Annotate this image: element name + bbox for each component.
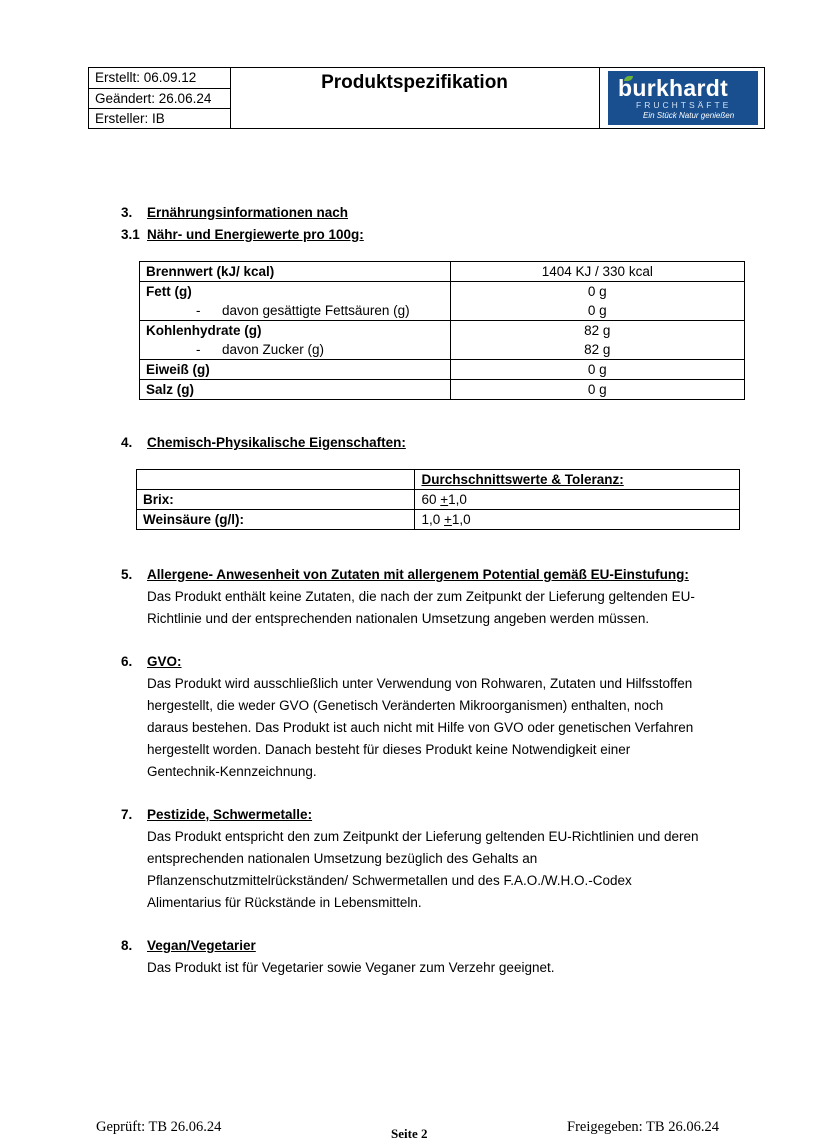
plus-minus-sign: + (444, 512, 452, 527)
logo-subtitle: FRUCHTSÄFTE (636, 100, 732, 110)
table-row (140, 282, 745, 302)
nutrient-label: davon Zucker (g) (222, 342, 325, 357)
section-number: 4. (121, 435, 133, 450)
dash-marker: - (196, 303, 201, 318)
nutrient-value: 0 g (450, 360, 744, 380)
footer-page-number: Seite 2 (391, 1126, 428, 1141)
creator: Ersteller: IB (89, 108, 230, 128)
nutrient-sublabel (140, 340, 451, 360)
section-title: Allergene- Anwesenheit von Zutaten mit allergenem Potential gemäß EU-Einstufung: (147, 567, 689, 582)
text-line: Alimentarius für Rückstände in Lebensmitteln. (147, 895, 422, 910)
nutrient-label: Brennwert (kJ/ kcal) (140, 262, 451, 282)
nutrient-value: 1404 KJ / 330 kcal (450, 262, 744, 282)
section-7-text (147, 826, 747, 914)
nutrient-value: 0 g (450, 301, 744, 321)
section-5-text (147, 586, 747, 630)
tolerance-value: 1,0 (448, 492, 467, 507)
table-row (140, 321, 745, 341)
section-title: Chemisch-Physikalische Eigenschaften: (147, 435, 406, 450)
text-line: Das Produkt wird ausschließlich unter Verwendung von Rohwaren, Zutaten und Hilfsstoffen (147, 676, 693, 691)
created-date: Erstellt: 06.09.12 (95, 70, 197, 85)
section-6-text (147, 673, 747, 783)
nutrient-sublabel (140, 301, 451, 321)
chemical-table (136, 469, 740, 530)
section-number: 3.1 (121, 227, 140, 242)
logo-wordmark: burkhardt (618, 75, 729, 101)
mean-value: 60 (421, 492, 437, 507)
burkhardt-logo (608, 71, 758, 125)
logo-tagline: Ein Stück Natur genießen (643, 111, 735, 120)
text-line: hergestellt worden. Danach besteht für dieses Produkt keine Notwendigkeit einer (147, 742, 631, 757)
text-line: Das Produkt enthält keine Zutaten, die nach der zum Zeitpunkt der Lieferung geltenden EU- (147, 589, 695, 604)
nutrient-label: Kohlenhydrate (g) (140, 321, 451, 341)
text-line: daraus bestehen. Das Produkt ist auch nicht mit Hilfe von GVO oder genetischen Verfahren (147, 720, 694, 735)
logo-cell (599, 68, 765, 128)
text-line: entsprechenden nationalen Umsetzung bezüglich des Gehalts an (147, 851, 538, 866)
table-row (140, 340, 745, 360)
table-row (140, 380, 745, 400)
changed-date: Geändert: 26.06.24 (89, 88, 230, 108)
nutrient-label: Salz (g) (140, 380, 451, 400)
section-title: Vegan/Vegetarier (147, 938, 256, 953)
nutrient-value: 82 g (450, 340, 744, 360)
property-label: Brix: (137, 490, 415, 510)
section-number: 7. (121, 807, 133, 822)
nutrient-label: davon gesättigte Fettsäuren (g) (222, 303, 410, 318)
footer-released: Freigegeben: TB 26.06.24 (567, 1119, 719, 1135)
column-header: Durchschnittswerte & Toleranz: (415, 470, 740, 490)
section-number: 8. (121, 938, 133, 953)
section-number: 6. (121, 654, 133, 669)
section-title: Pestizide, Schwermetalle: (147, 807, 313, 822)
nutrient-value: 82 g (450, 321, 744, 341)
tolerance-value: 1,0 (451, 512, 471, 527)
text-line: Gentechnik-Kennzeichnung. (147, 764, 317, 779)
dash-marker: - (196, 342, 201, 357)
section-8-text (147, 957, 747, 979)
property-label: Weinsäure (g/l): (137, 510, 415, 530)
footer-checked: Geprüft: TB 26.06.24 (96, 1119, 222, 1135)
text-line: Richtlinie und der entsprechenden nationalen Umsetzung angeben werden müssen. (147, 611, 650, 626)
section-title: Nähr- und Energiewerte pro 100g: (147, 227, 364, 242)
header-meta (89, 68, 231, 128)
section-number: 3. (121, 205, 133, 220)
nutrient-value: 0 g (450, 380, 744, 400)
document-header (88, 67, 765, 129)
mean-value: 1,0 (421, 512, 441, 527)
nutrition-table (139, 261, 745, 400)
table-row (140, 262, 745, 282)
section-title: GVO: (147, 654, 182, 669)
table-row (140, 360, 745, 380)
property-value (415, 490, 740, 510)
text-line: Das Produkt entspricht den zum Zeitpunkt der Lieferung geltenden EU-Richtlinien und deren (147, 829, 699, 844)
empty-header-cell (137, 470, 415, 490)
text-line: Das Produkt ist für Vegetarier sowie Veganer zum Verzehr geeignet. (147, 960, 555, 975)
table-row (137, 490, 740, 510)
nutrient-label: Eiweiß (g) (140, 360, 451, 380)
text-line: hergestellt, die weder GVO (Genetisch Veränderten Mikroorganismen) enthalten, noch (147, 698, 664, 713)
table-row (137, 510, 740, 530)
table-row (137, 470, 740, 490)
section-number: 5. (121, 567, 133, 582)
plus-minus-sign: + (440, 492, 449, 507)
section-title: Ernährungsinformationen nach (147, 205, 349, 220)
property-value (415, 510, 740, 530)
nutrient-label: Fett (g) (140, 282, 451, 302)
text-line: Pflanzenschutzmittelrückständen/ Schwermetallen und des F.A.O./W.H.O.-Codex (147, 873, 632, 888)
page-title: Produktspezifikation (321, 72, 508, 93)
nutrient-value: 0 g (450, 282, 744, 302)
table-row (140, 301, 745, 321)
